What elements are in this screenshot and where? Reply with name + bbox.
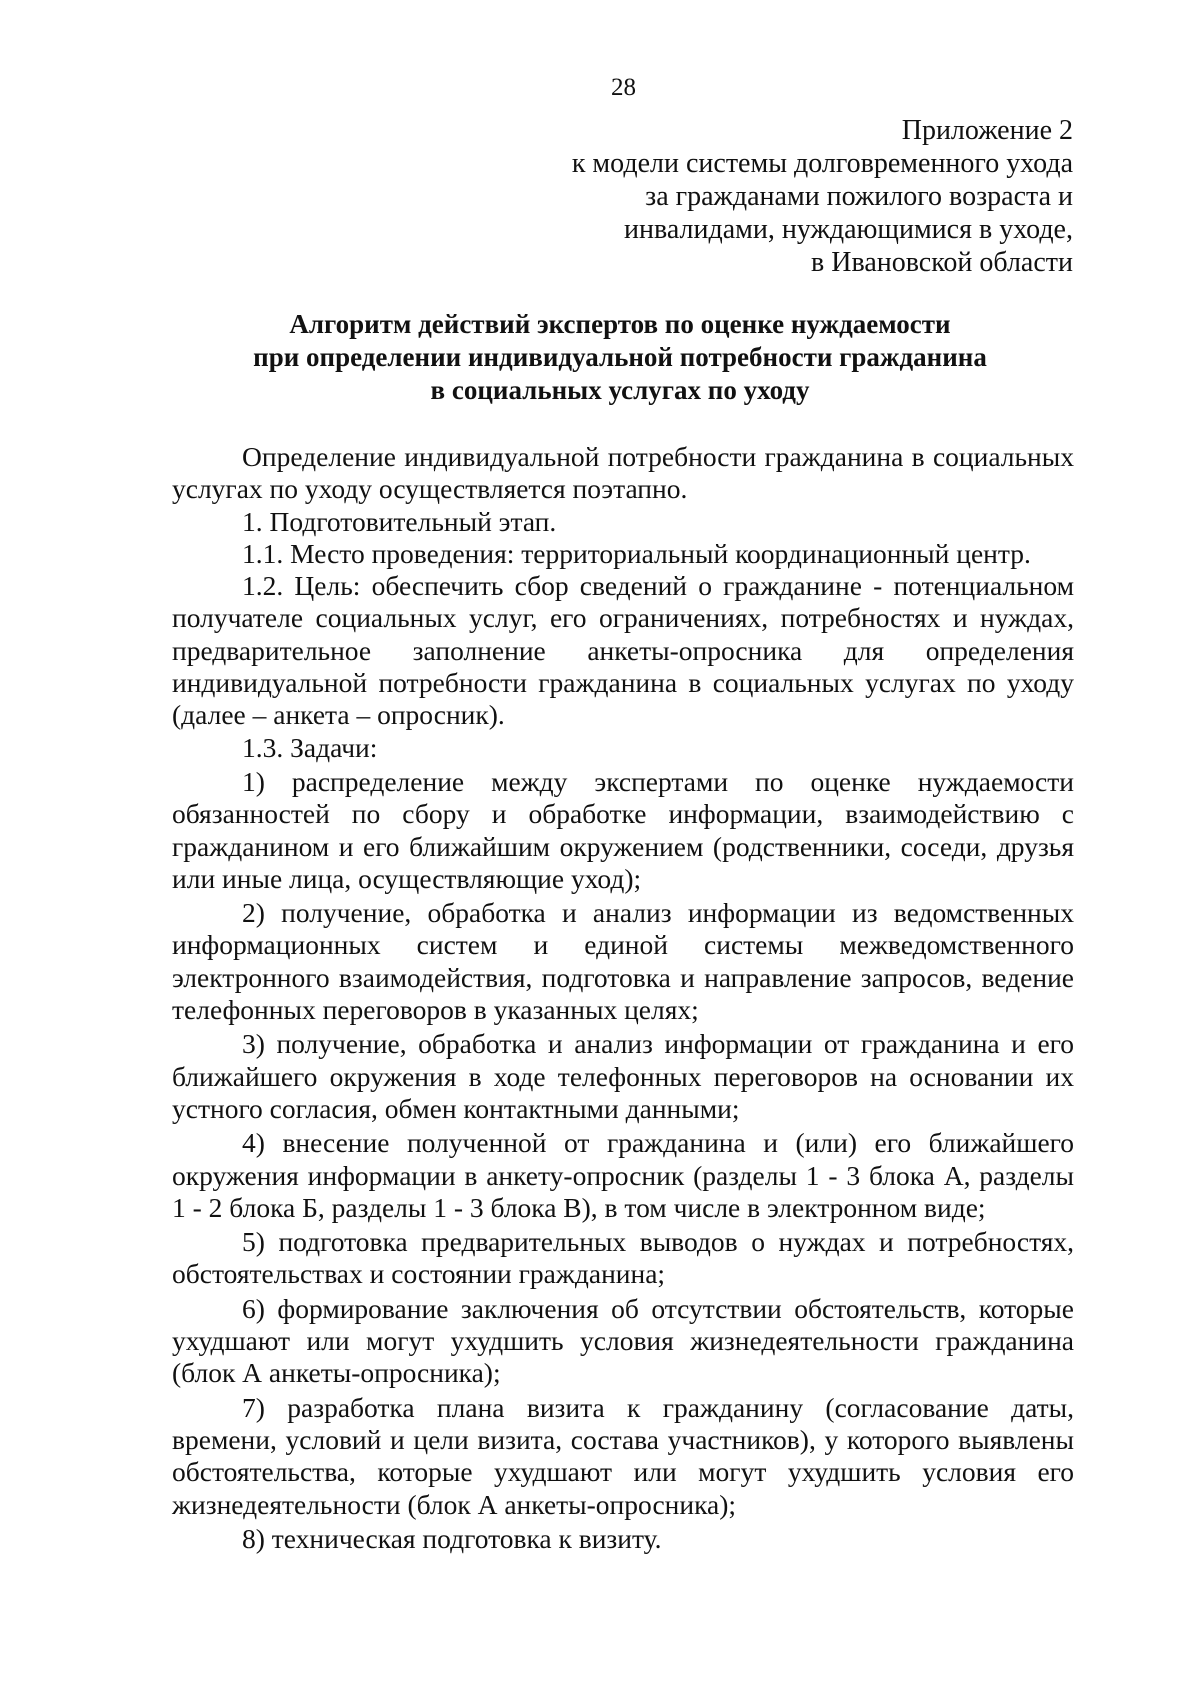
title-line: при определении индивидуальной потребности гражданина [253,342,987,372]
appendix-line: за гражданами пожилого возраста и [645,181,1073,212]
paragraph-stage-1: 1. Подготовительный этап. [242,505,557,537]
list-item-5: 5) подготовка предварительных выводов о нуждах и потребностях, обстоятельствах и состоянии гражданина; [172,1226,1074,1290]
page-number: 28 [611,74,636,101]
title-line: в социальных услугах по уходу [430,375,810,405]
appendix-line: к модели системы долговременного ухода [571,148,1073,179]
appendix-line: в Ивановской области [811,247,1073,278]
appendix-line: инвалидами, нуждающимися в уходе, [624,214,1073,245]
list-item-8: 8) техническая подготовка к визиту. [242,1522,662,1554]
list-item-3: 3) получение, обработка и анализ информации от гражданина и его ближайшего окружения в ходе телефонных переговоров на основании их устного согласия, обмен контактными данными; [172,1028,1074,1124]
paragraph-1-2: 1.2. Цель: обеспечить сбор сведений о гражданине - потенциальном получателе социальных услуг, его ограничениях, потребностях и нуждах, предварительное заполнение анкеты-опросника для определения индивидуальной потребности гражданина в социальных услугах по уходу (далее – анкета – опросник). [172,570,1074,731]
appendix-line: Приложение 2 [901,115,1073,146]
list-item-7: 7) разработка плана визита к гражданину (согласование даты, времени, условий и цели визита, состава участников), у которого выявлены обстоятельства, которые ухудшают или могут ухудшить условия его жизнедеятельности (блок А анкеты-опросника); [172,1391,1074,1520]
list-item-2: 2) получение, обработка и анализ информации из ведомственных информационных систем и единой системы межведомственного электронного взаимодействия, подготовка и направление запросов, ведение телефонных переговоров в указанных целях; [172,897,1074,1026]
appendix-header [520,114,1073,279]
list-item-6: 6) формирование заключения об отсутствии обстоятельств, которые ухудшают или могут ухудшить условия жизнедеятельности гражданина (блок А анкеты-опросника); [172,1292,1074,1389]
list-item-4: 4) внесение полученной от гражданина и (или) его ближайшего окружения информации в анкету-опросник (разделы 1 - 3 блока А, разделы 1 - 2 блока Б, разделы 1 - 3 блока В), в том числе в электронном виде; [172,1127,1074,1223]
body-text [172,441,1074,1555]
title-line: Алгоритм действий экспертов по оценке нуждаемости [289,309,951,339]
paragraph-1-1: 1.1. Место проведения: территориальный координационный центр. [242,537,1031,569]
document-title [170,308,1070,407]
paragraph-1-3: 1.3. Задачи: [242,731,378,763]
list-item-1: 1) распределение между экспертами по оценке нуждаемости обязанностей по сбору и обработке информации, взаимодействию с гражданином и его ближайшим окружением (родственники, соседи, друзья или иные лица, осуществляющие уход); [172,765,1074,894]
paragraph-intro: Определение индивидуальной потребности гражданина в социальных услугах по уходу осуществляется поэтапно. [172,441,1074,505]
